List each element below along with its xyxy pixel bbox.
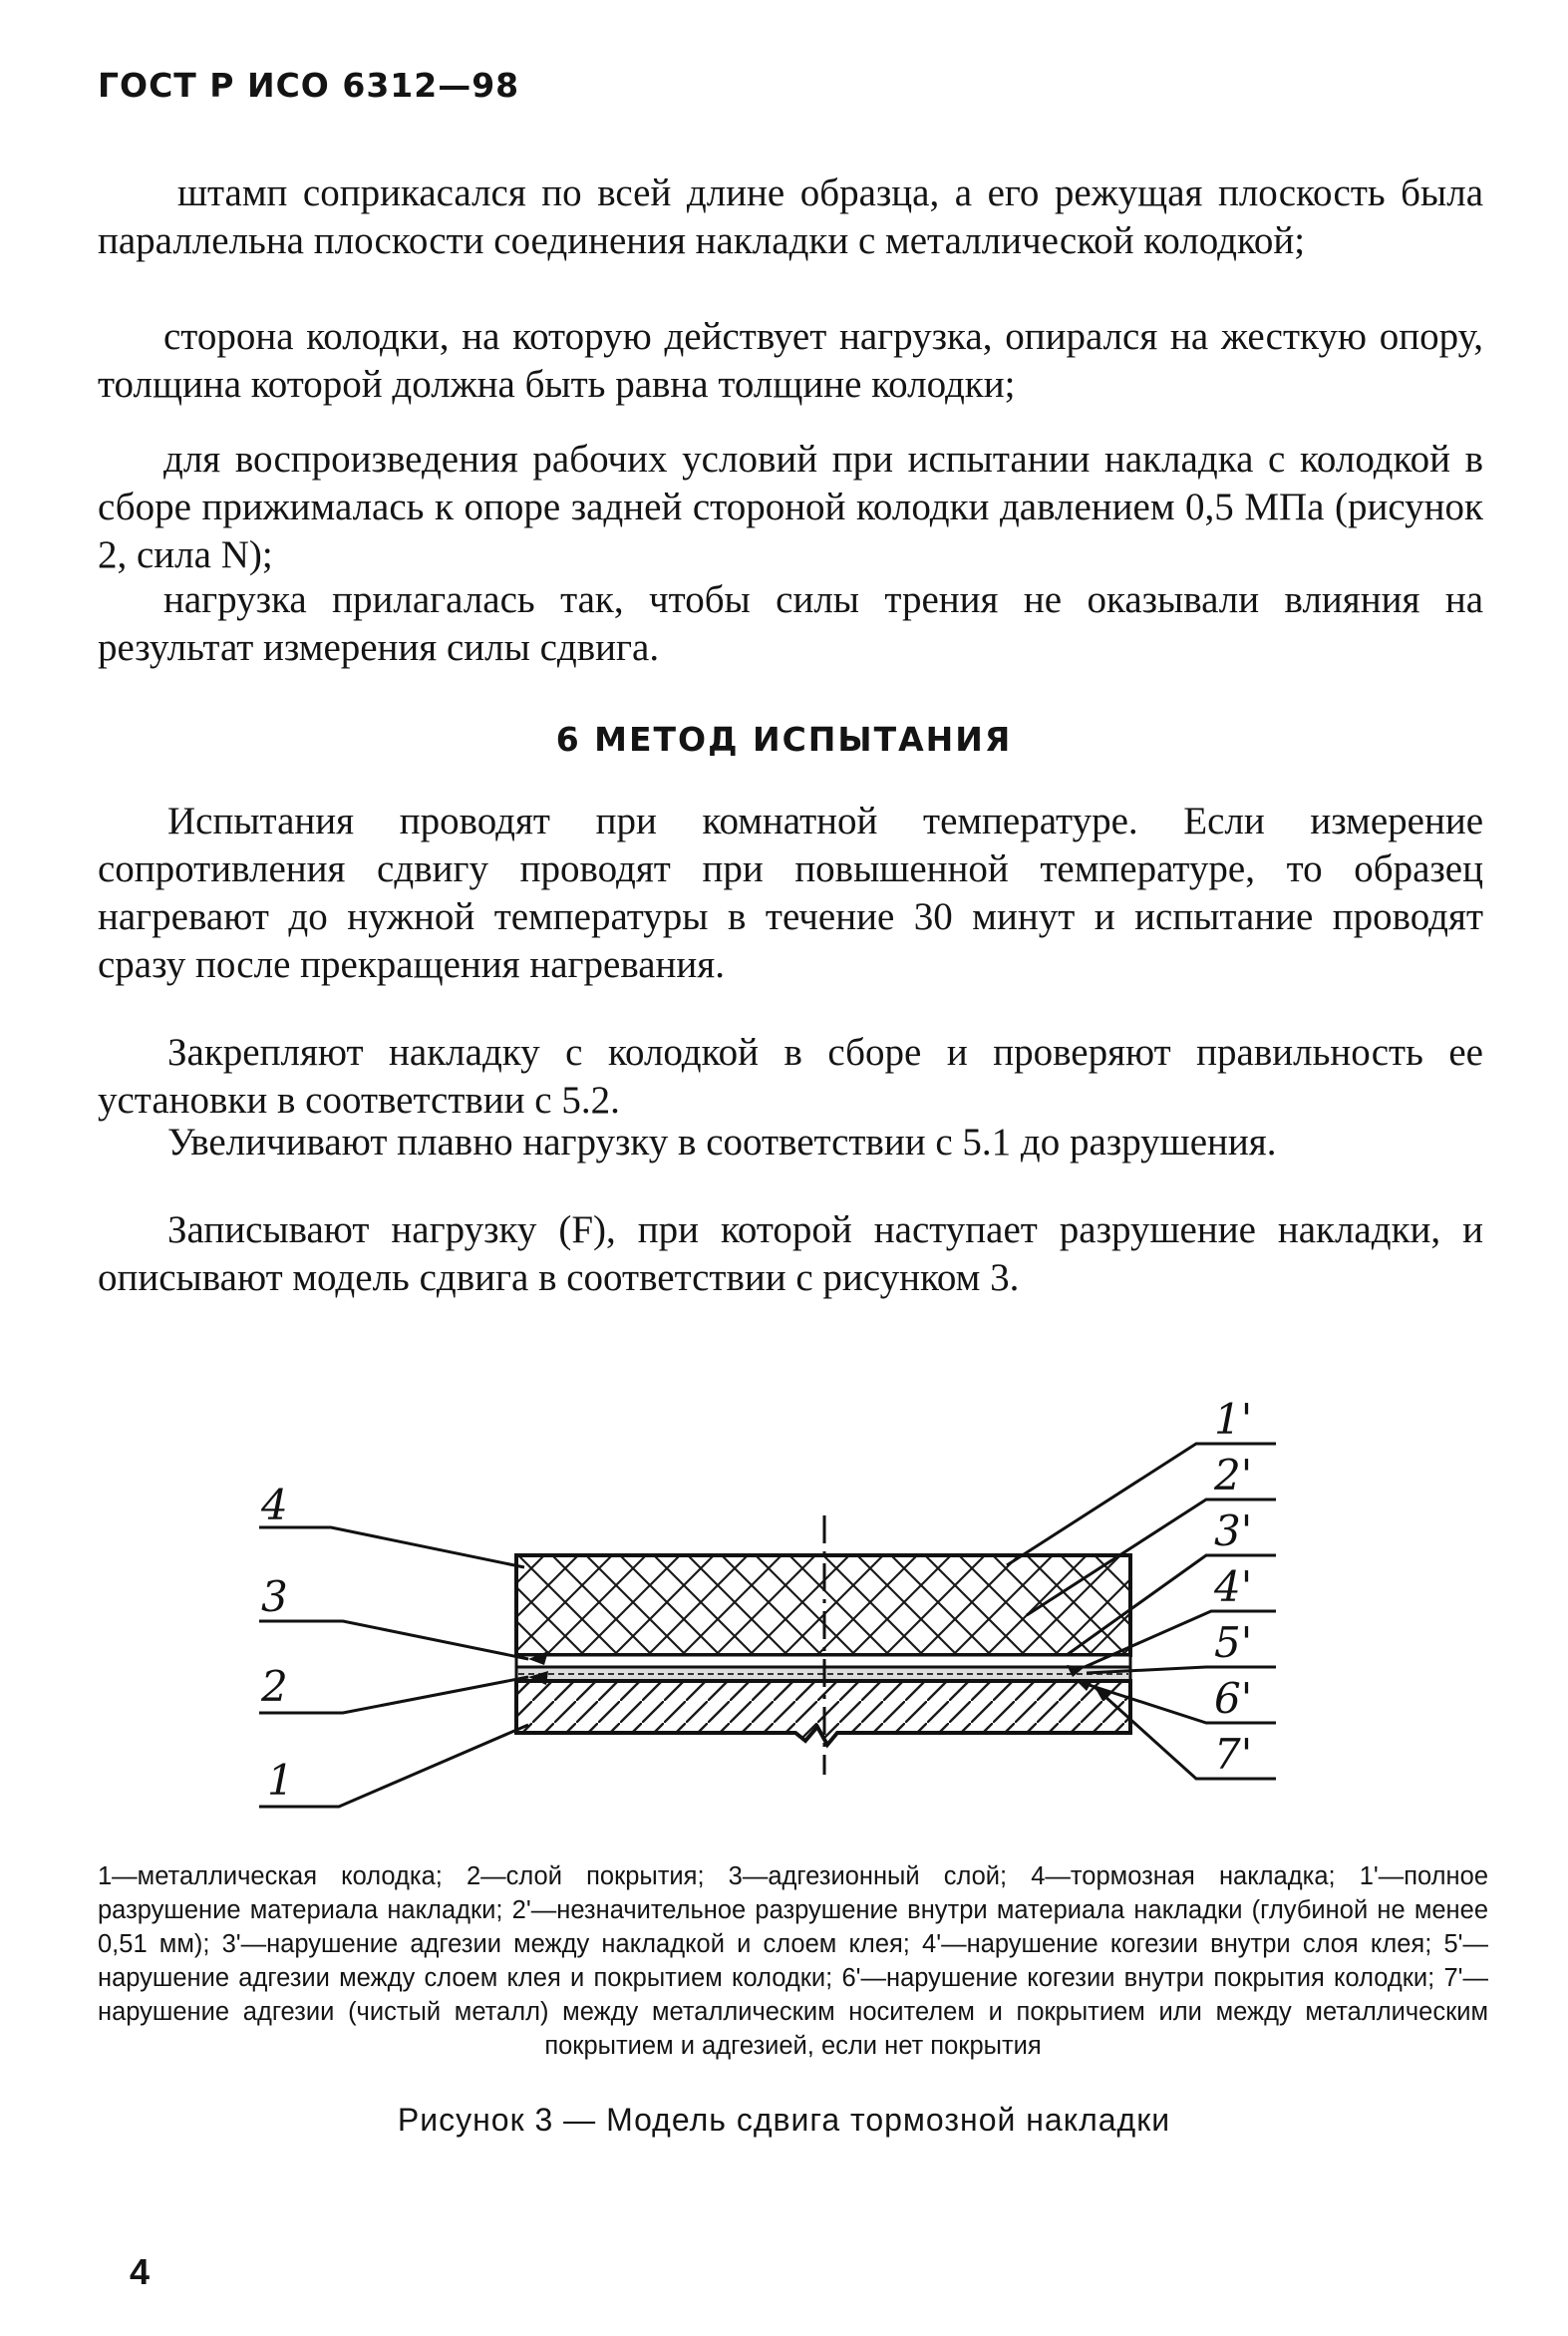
section-title: 6 МЕТОД ИСПЫТАНИЯ [555, 720, 1013, 759]
paragraph-4: нагрузка прилагалась так, чтобы силы трения не оказывали влияния на результат измерения силы сдвига. [98, 578, 1483, 669]
label-2-text: 2 [261, 1662, 288, 1711]
label-6p-text: 6' [1214, 1674, 1253, 1723]
label-4-text: 4 [261, 1481, 288, 1529]
section-paragraph-3: Увеличивают плавно нагрузку в соответствии с 5.1 до разрушения. [167, 1121, 1277, 1164]
label-5p-text: 5' [1214, 1618, 1253, 1667]
label-4p-text: 4' [1214, 1562, 1253, 1611]
label-1p-text: 1' [1214, 1395, 1253, 1444]
page-number: 4 [130, 2251, 151, 2292]
label-1-text: 1 [267, 1756, 294, 1805]
shear-model-diagram [261, 1395, 1256, 1835]
label-7p-text: 7' [1214, 1730, 1253, 1779]
section-paragraph-1: Испытания проводят при комнатной температуре. Если измерение сопротивления сдвигу проводят при повышенной температуре, то образец нагревают до нужной температуры в течение 30 минут и испытание проводят сразу после прекращения нагревания. [98, 800, 1483, 986]
section-paragraph-4: Записывают нагрузку (F), при которой наступает разрушение накладки, и описывают модель сдвига в соответствии с рисунком 3. [98, 1208, 1483, 1299]
section-paragraph-2: Закрепляют накладку с колодкой в сборе и проверяют правильность ее установки в соответствии с 5.2. [98, 1031, 1483, 1122]
paragraph-2: сторона колодки, на которую действует нагрузка, опирался на жесткую опору, толщина которой должна быть равна толщине колодки; [98, 315, 1483, 406]
figure-caption: 1—металлическая колодка; 2—слой покрытия; 3—адгезионный слой; 4—тормозная накладка; 1'—полное разрушение материала накладки; 2'—незначительное разрушение внутри материала накладки (глубиной не менее 0,51 мм); 3'—нарушение адгезии между накладкой и слоем клея; 4'—нарушение когезии внутри слоя клея; 5'—нарушение адгезии между слоем клея и покрытием колодки; 6'—нарушение когезии внутри покрытия колодки; 7'—нарушение адгезии (чистый металл) между металлическим носителем и покрытием или между металлическим покрытием и адгезией, если нет покрытия [98, 1862, 1488, 2060]
paragraph-1: штамп соприкасался по всей длине образца, а его режущая плоскость была параллельна плоскости соединения накладки с металлической колодкой; [98, 171, 1483, 262]
label-3-text: 3 [261, 1572, 288, 1621]
label-2p-text: 2' [1214, 1451, 1253, 1500]
label-3p-text: 3' [1214, 1506, 1253, 1555]
figure-title: Рисунок 3 — Модель сдвига тормозной накладки [397, 2102, 1171, 2138]
document-header: ГОСТ Р ИСО 6312—98 [98, 66, 520, 105]
paragraph-3: для воспроизведения рабочих условий при испытании накладка с колодкой в сборе прижималась к опоре задней стороной колодки давлением 0,5 МПа (рисунок 2, сила N); [98, 438, 1483, 576]
